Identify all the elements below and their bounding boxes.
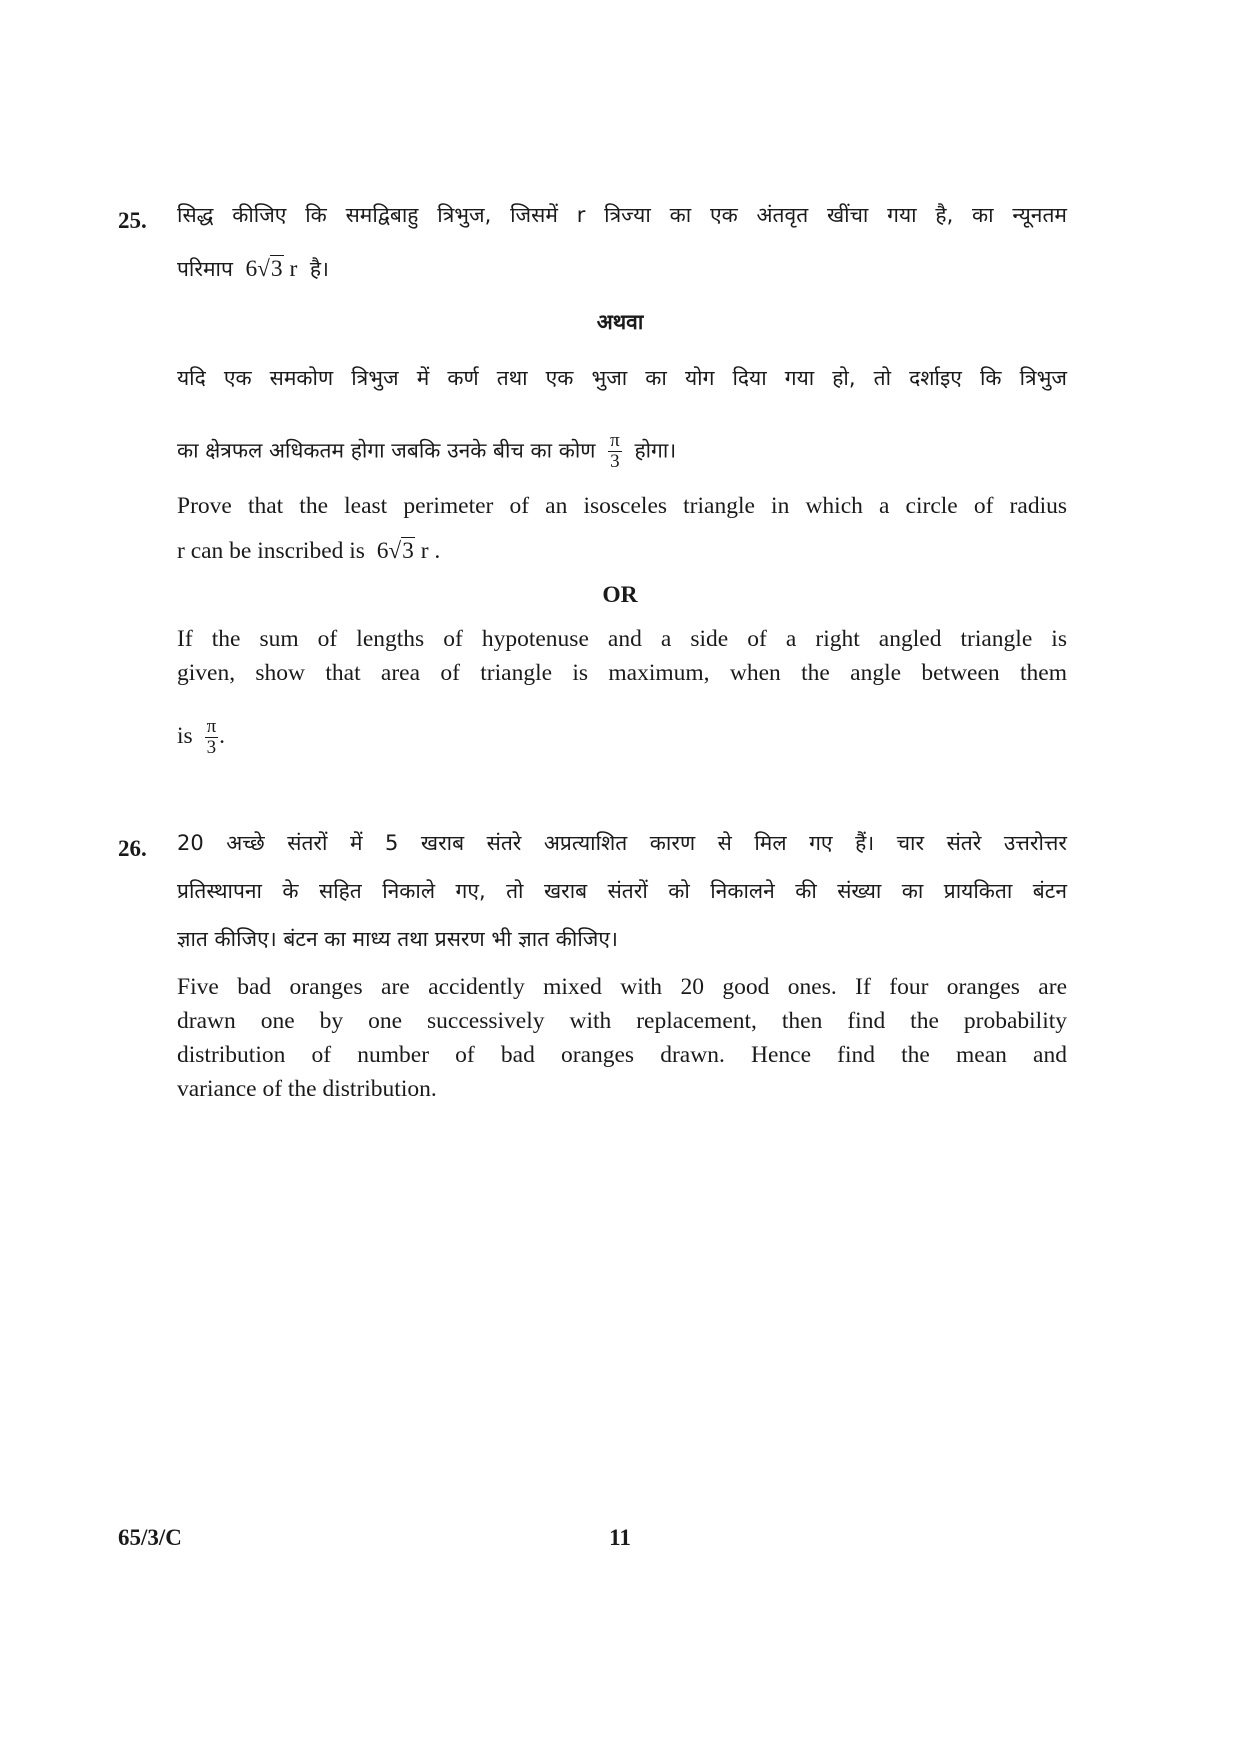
q25-hindi-line-1: सिद्ध कीजिए कि समद्विबाहु त्रिभुज, जिसमें r त्रिज्या का एक अंतवृत खींचा गया है, का न्यूनतम	[177, 203, 1067, 227]
fraction-numerator: π	[206, 716, 217, 737]
paper-code: 65/3/C	[118, 1525, 182, 1550]
question-number-25: 25.	[118, 208, 147, 233]
math-coefficient: 6	[245, 256, 258, 282]
pi-over-3-fraction	[205, 717, 219, 758]
q26-english-line-4: variance of the distribution.	[177, 1076, 437, 1102]
q26-english-line-1: Five bad oranges are accidently mixed with 20 good ones. If four oranges are	[177, 974, 1067, 1000]
question-number-26: 26.	[118, 836, 147, 861]
q25-english-alt-line-3-end: .	[219, 722, 226, 749]
q25-english-line-2-text: r can be inscribed is	[177, 538, 365, 564]
math-variable: r	[414, 538, 429, 564]
q25-hindi-line-2-end: है।	[309, 257, 329, 281]
q25-english-alt-line-2: given, show that area of triangle is maximum, when the angle between them	[177, 660, 1067, 686]
q26-hindi-line-2: प्रतिस्थापना के सहित निकाले गए, तो खराब संतरों को निकालने की संख्या का प्रायकिता बंटन	[177, 879, 1067, 903]
sqrt-icon: √	[257, 256, 270, 281]
q25-hindi-alt-line-2	[177, 431, 1067, 472]
q25-english-math-expression	[371, 538, 435, 564]
q26-english-line-3: distribution of number of bad oranges drawn. Hence find the mean and	[177, 1042, 1067, 1068]
q25-hindi-alt-line-1: यदि एक समकोण त्रिभुज में कर्ण तथा एक भुजा का योग दिया गया हो, तो दर्शाइए कि त्रिभुज	[177, 366, 1067, 390]
q25-or-hindi-heading: अथवा	[596, 310, 644, 334]
math-radicand: 3	[402, 538, 414, 564]
fraction-denominator: 3	[610, 451, 620, 472]
q25-english-line-2	[177, 536, 1067, 566]
page-number: 11	[609, 1525, 631, 1550]
q25-english-alt-line-3-text: is	[177, 722, 193, 749]
q25-english-alt-line-3	[177, 717, 1067, 758]
math-variable: r	[283, 256, 298, 282]
q25-hindi-math-expression	[240, 256, 304, 282]
fraction-numerator: π	[610, 430, 620, 451]
q26-hindi-line-1: 20 अच्छे संतरों में 5 खराब संतरे अप्रत्याशित कारण से मिल गए हैं। चार संतरे उत्तरोत्तर	[177, 831, 1067, 855]
q25-english-line-2-end: .	[434, 538, 441, 564]
q25-hindi-alt-line-2-end: होगा।	[634, 438, 677, 463]
fraction-denominator: 3	[206, 737, 217, 758]
sqrt-icon: √	[388, 538, 402, 563]
pi-over-3-fraction	[608, 431, 622, 472]
math-radicand: 3	[270, 256, 283, 282]
q25-or-english-heading: OR	[602, 582, 638, 608]
math-coefficient: 6	[376, 538, 389, 564]
q26-english-line-2: drawn one by one successively with replacement, then find the probability	[177, 1008, 1067, 1034]
q25-hindi-line-2	[177, 254, 1067, 284]
q25-hindi-perimeter-label: परिमाप	[177, 257, 233, 281]
q25-english-line-1: Prove that the least perimeter of an isosceles triangle in which a circle of radius	[177, 493, 1067, 519]
q25-hindi-alt-line-2-text: का क्षेत्रफल अधिकतम होगा जबकि उनके बीच का कोण	[177, 438, 596, 463]
q26-hindi-line-3: ज्ञात कीजिए। बंटन का माध्य तथा प्रसरण भी ज्ञात कीजिए।	[177, 927, 618, 951]
q25-english-alt-line-1: If the sum of lengths of hypotenuse and a side of a right angled triangle is	[177, 626, 1067, 652]
